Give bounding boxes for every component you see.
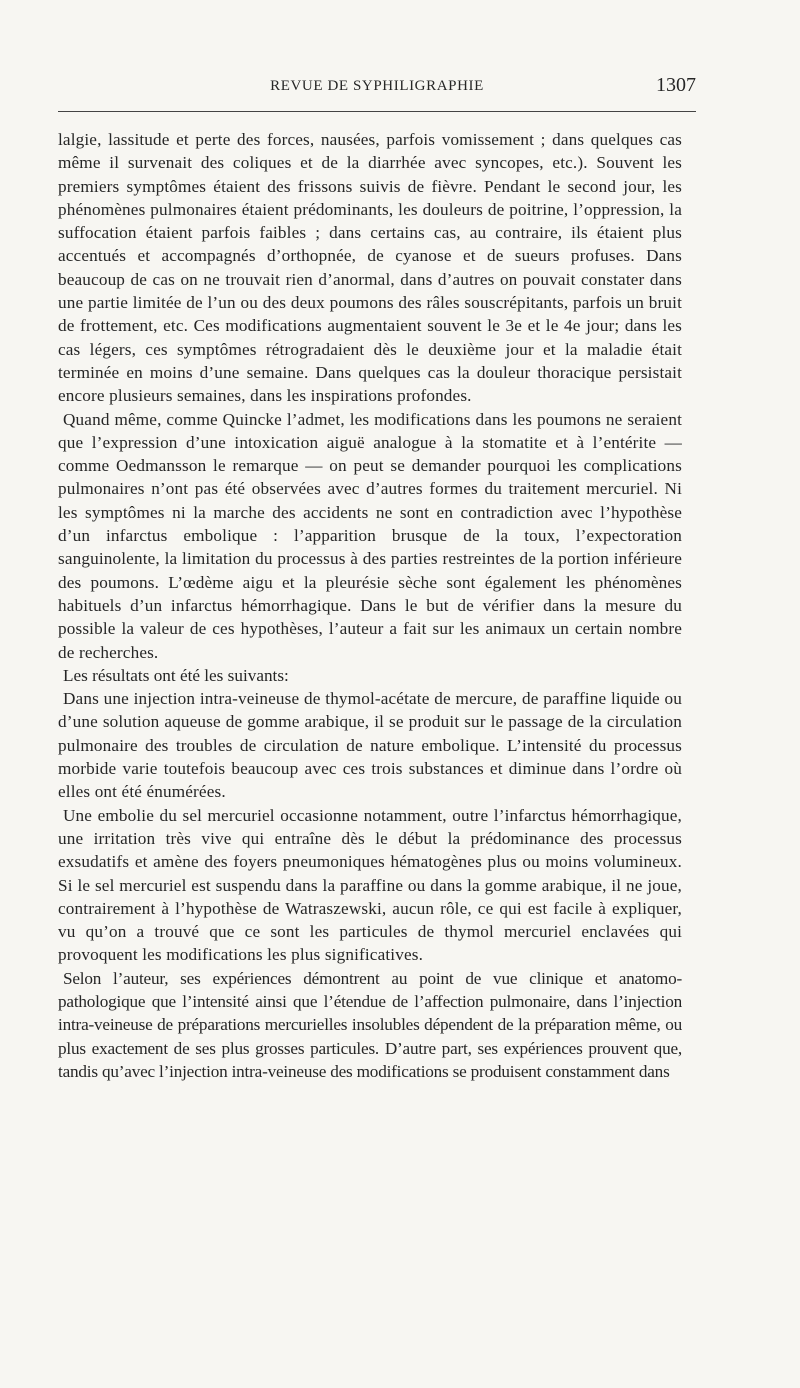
paragraph-5: Une embolie du sel mercuriel occasionne notamment, outre l’infarctus hémorrhagique, une irritation très vive qui entraîne dès le début la prédominance des processus exsudatifs et amène des foyers pneumoniques hématogènes plus ou moins volumineux. Si le sel mercuriel est suspendu dans la paraffine ou dans la gomme arabique, il ne joue, contrairement à l’hypothèse de Watraszewski, aucun rôle, ce qui est facile à expliquer, vu qu’on a trouvé que ce sont les particules de thymol mercuriel enclavées qui provoquent les modifications les plus significatives. — [58, 805, 682, 965]
running-header — [58, 76, 696, 100]
paragraph-6: Selon l’auteur, ses expériences démontrent au point de vue clinique et anatomo-pathologique que l’intensité ainsi que l’étendue de l’affection pulmonaire, dans l’injection intra-veineuse de préparations mercurielles insolubles dépendent de la préparation même, ou plus exactement de ses plus grosses particules. D’autre part, ses expériences prouvent que, tandis qu’avec l’injection intra-veineuse des modifications se produisent constamment dans — [58, 968, 682, 1081]
paragraph-4: Dans une injection intra-veineuse de thymol-acétate de mercure, de paraffine liquide ou d’une solution aqueuse de gomme arabique, il se produit sur le passage de la circulation pulmonaire des troubles de circulation de nature embolique. L’intensité du processus morbide varie toutefois beaucoup avec ces trois substances et diminue dans l’ordre où elles ont été énumérées. — [58, 689, 682, 802]
article-body — [58, 128, 682, 1083]
running-title: REVUE DE SYPHILIGRAPHIE — [270, 78, 484, 94]
page-number: 1307 — [656, 74, 696, 96]
paragraph-3: Les résultats ont été les suivants: — [63, 665, 289, 685]
paragraph-2: Quand même, comme Quincke l’admet, les modifications dans les poumons ne seraient que l’expression d’une intoxication aiguë analogue à la stomatite et à l’entérite — comme Oedmansson le remarque — on peut se demander pourquoi les complications pulmonaires n’ont pas été observées avec d’autres formes du traitement mercuriel. Ni les symptômes ni la marche des accidents ne sont en contradiction avec l’hypothèse d’un infarctus embolique : l’apparition brusque de la toux, l’expectoration sanguinolente, la limitation du processus à des parties restreintes de la portion inférieure des poumons. L’œdème aigu et la pleurésie sèche sont également les phénomènes habituels d’un infarctus hémorrhagique. Dans le but de vérifier dans la mesure du possible la valeur de ces hypothèses, l’auteur a fait sur les animaux un certain nombre de recherches. — [58, 409, 682, 662]
header-rule — [58, 111, 696, 112]
paragraph-1: lalgie, lassitude et perte des forces, nausées, parfois vomissement ; dans quelques cas même il survenait des coliques et de la diarrhée avec syncopes, etc.). Souvent les premiers symptômes étaient des frissons suivis de fièvre. Pendant le second jour, les phénomènes pulmonaires étaient prédominants, les douleurs de poitrine, l’oppression, la suffocation étaient parfois faibles ; dans certains cas, au contraire, ils étaient plus accentués et accompagnés d’orthopnée, de cyanose et de sueurs profuses. Dans beaucoup de cas on ne trouvait rien d’anormal, dans d’autres on pouvait constater dans une partie limitée de l’un ou des deux poumons des râles souscrépitants, parfois un bruit de frottement, etc. Ces modifications augmentaient souvent le 3e et le 4e jour; dans les cas légers, ces symptômes rétrogradaient dès le deuxième jour et la maladie était terminée en moins d’une semaine. Dans quelques cas la douleur thoracique persistait encore plusieurs semaines, dans les inspirations profondes. — [58, 130, 682, 406]
